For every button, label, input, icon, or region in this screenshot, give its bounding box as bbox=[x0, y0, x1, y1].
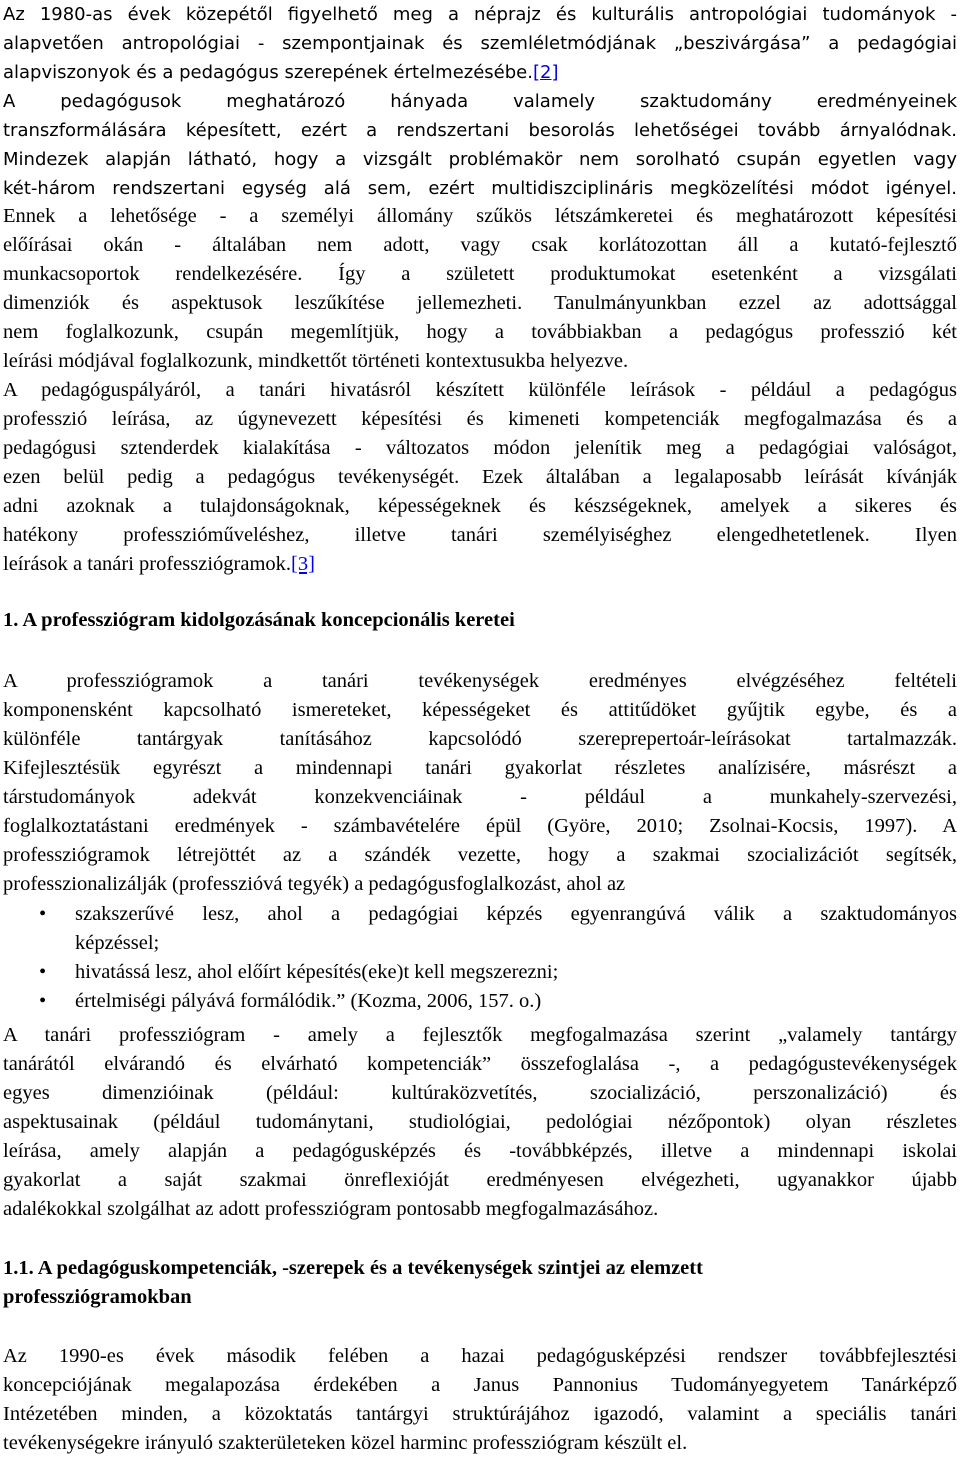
bullet-icon: • bbox=[39, 961, 47, 983]
text-line: komponensként kapcsolható ismereteket, képességeket és attitűdöket gyűjtik egybe, és a bbox=[3, 699, 957, 721]
text-line: Az 1990-es évek második felében a hazai pedagógusképzési rendszer továbbfejlesztési bbox=[3, 1345, 957, 1367]
list-item-text: szakszerűvé lesz, ahol a pedagógiai képzés egyenrangúvá válik a szaktudományos bbox=[75, 903, 957, 925]
text-line: leírása, amely alapján a pedagógusképzés és -továbbképzés, illetve a mindennapi iskolai bbox=[3, 1140, 957, 1162]
list-item-text: hivatássá lesz, ahol előírt képesítés(eke)t kell megszerezni; bbox=[75, 961, 559, 983]
text-line: adni azoknak a tulajdonságoknak, képességeknek és készségeknek, amelyek a sikeres és bbox=[3, 495, 957, 517]
text-line: dimenziók és aspektusok leszűkítése jellemezheti. Tanulmányunkban ezzel az adottsággal bbox=[3, 292, 957, 314]
bullet-icon: • bbox=[39, 990, 47, 1012]
text-line bbox=[3, 550, 957, 579]
text-line: Ennek a lehetősége - a személyi állomány szűkös létszámkeretei és meghatározott képesítési bbox=[3, 205, 957, 227]
bullet-icon: • bbox=[39, 903, 47, 925]
text-segment: alapviszonyok és a pedagógus szerepének értelmezésébe. bbox=[3, 62, 533, 83]
list-item-text: értelmiségi pályává formálódik.” (Kozma, 2006, 157. o.) bbox=[75, 990, 542, 1012]
heading-text: professziógramokban bbox=[3, 1286, 192, 1308]
paragraph-career-descriptions bbox=[3, 376, 957, 579]
text-line: hatékony professzióműveléshez, illetve tanári személyiséghez elengedhetetlenek. Ilyen bbox=[3, 524, 957, 546]
text-line: A pedagóguspályáról, a tanári hivatásról készített különféle leírások - például a pedagógus bbox=[3, 379, 957, 401]
text-line: különféle tantárgyak tanításához kapcsolódó szereprepertoár-leírásokat tartalmazzák. bbox=[3, 728, 957, 750]
text-line: transzformálására képesített, ezért a rendszertani besorolás lehetőségei tovább árnyalódnak. bbox=[3, 120, 957, 141]
paragraph-discipline bbox=[3, 87, 957, 203]
text-line: tanárától elvárandó és elvárható kompetenciák” összefoglalása -, a pedagógustevékenységek bbox=[3, 1053, 957, 1075]
list-item-continuation: képzéssel; bbox=[75, 932, 160, 954]
text-segment: leírások a tanári professziógramok. bbox=[3, 553, 292, 575]
text-line: egyes dimenzióinak (például: kultúraközvetítés, szocializáció, perszonalizáció) és bbox=[3, 1082, 957, 1104]
text-line: gyakorlat a saját szakmai önreflexióját eredményesen elvégezheti, ugyanakkor újabb bbox=[3, 1169, 957, 1191]
footnote-link-3[interactable]: [3] bbox=[291, 553, 315, 575]
text-line: ezen belül pedig a pedagógus tevékenységét. Ezek általában a legalaposabb leírását kívánják bbox=[3, 466, 957, 488]
text-line: Kifejlesztésük egyrészt a mindennapi tanári gyakorlat részletes analízisére, másrészt a bbox=[3, 757, 957, 779]
text-line: A professziógramok a tanári tevékenységek eredményes elvégzéséhez feltételi bbox=[3, 670, 957, 692]
text-line: koncepciójának megalapozása érdekében a Janus Pannonius Tudományegyetem Tanárképző bbox=[3, 1374, 957, 1396]
text-line: munkacsoportok rendelkezésére. Így a született produktumokat esetenként a vizsgálati bbox=[3, 263, 957, 285]
text-line bbox=[3, 58, 957, 87]
list-item bbox=[3, 987, 957, 1016]
text-line: aspektusainak (például tudománytani, studiológiai, pedológiai nézőpontok) olyan részletes bbox=[3, 1111, 957, 1133]
subsection-heading bbox=[3, 1254, 957, 1312]
bullet-list bbox=[3, 900, 957, 1016]
paragraph-janus-pannonius bbox=[3, 1342, 957, 1458]
text-line: két-három rendszertani egység alá sem, ezért multidiszciplináris megközelítési módot igényel. bbox=[3, 178, 957, 199]
text-line: nem foglalkozunk, csupán megemlítjük, hogy a továbbiakban a pedagógus professzió két bbox=[3, 321, 957, 343]
text-line: pedagógusi sztenderdek kialakítása - változatos módon jelenítik meg a pedagógiai valóságot, bbox=[3, 437, 957, 459]
text-line: tevékenységekre irányuló szakterületeken közel harminc professziógram készült el. bbox=[3, 1432, 688, 1454]
heading-text: 1.1. A pedagóguskompetenciák, -szerepek és a tevékenységek szintjei az elemzett bbox=[3, 1257, 703, 1279]
intro-paragraph bbox=[3, 0, 957, 87]
text-line: társtudományok adekvát konzekvenciáinak - például a munkahely-szervezési, bbox=[3, 786, 957, 808]
text-line: Mindezek alapján látható, hogy a vizsgált problémakör nem sorolható csupán egyetlen vagy bbox=[3, 149, 957, 170]
text-line: A pedagógusok meghatározó hányada valamely szaktudomány eredményeinek bbox=[3, 91, 957, 112]
text-line: adalékokkal szolgálhat az adott professziógram pontosabb megfogalmazásához. bbox=[3, 1198, 659, 1220]
footnote-link-2[interactable]: [2] bbox=[532, 62, 559, 83]
text-line: előírásai okán - általában nem adott, vagy csak korlátozottan áll a kutató-fejlesztő bbox=[3, 234, 957, 256]
text-line: professzionalizálják (professzióvá tegyék) a pedagógusfoglalkozást, ahol az bbox=[3, 873, 626, 895]
text-line: A tanári professziógram - amely a fejlesztők megfogalmazása szerint „valamely tantárgy bbox=[3, 1024, 957, 1046]
paragraph-limitations bbox=[3, 202, 957, 376]
text-line: professzió leírása, az úgynevezett képesítési és kimeneti kompetenciák megfogalmazása és a bbox=[3, 408, 957, 430]
text-line: professziógramok létrejöttét az a szándék vezette, hogy a szakmai szocializációt segítsék, bbox=[3, 844, 957, 866]
text-line: foglalkoztatástani eredmények - számbavételére épül (Györe, 2010; Zsolnai-Kocsis, 1997). A bbox=[3, 815, 957, 837]
text-line: Az 1980-as évek közepétől figyelhető meg a néprajz és kulturális antropológiai tudományok - bbox=[3, 4, 957, 25]
list-item bbox=[3, 900, 957, 929]
heading-text: 1. A professziógram kidolgozásának koncepcionális keretei bbox=[3, 609, 515, 631]
text-line: leírási módjával foglalkozunk, mindkettőt történeti kontextusukba helyezve. bbox=[3, 350, 629, 372]
text-line: Intézetében minden, a közoktatás tantárgyi struktúrájához igazodó, valamint a speciális tanári bbox=[3, 1403, 957, 1425]
paragraph-professiograms bbox=[3, 667, 957, 899]
list-item bbox=[3, 958, 957, 987]
section-heading bbox=[3, 606, 957, 635]
text-line: alapvetően antropológiai - szempontjainak és szemléletmódjának „beszivárgása” a pedagógiai bbox=[3, 33, 957, 54]
paragraph-teacher-professiogram bbox=[3, 1021, 957, 1224]
